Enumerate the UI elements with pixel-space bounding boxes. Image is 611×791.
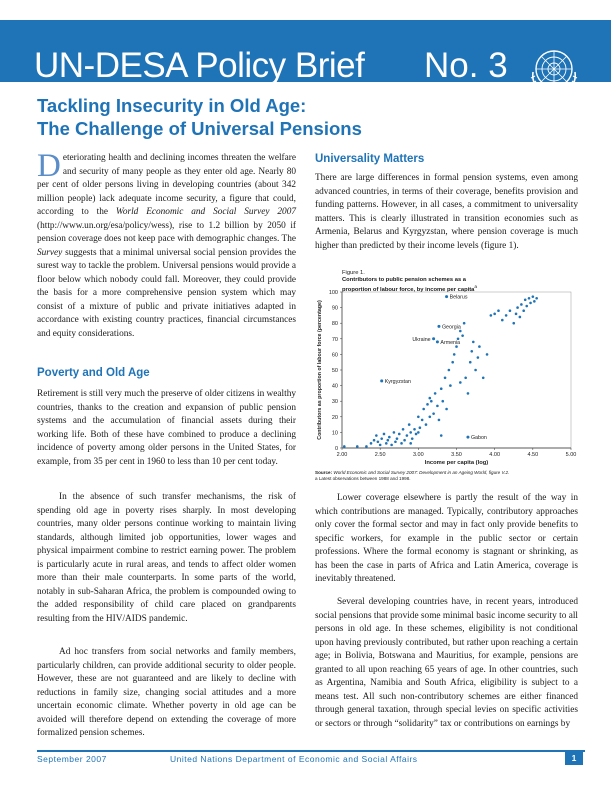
data-point: [356, 445, 359, 448]
labeled-data-point: [445, 295, 448, 298]
source-text: World Economic and Social Survey 2007: Development in an Ageing World, figure V.2.: [332, 470, 510, 475]
data-point: [459, 381, 462, 384]
data-point: [532, 295, 535, 298]
y-tick-label: 80: [331, 321, 338, 328]
data-point: [426, 403, 429, 406]
data-point: [408, 423, 411, 426]
data-point: [370, 442, 373, 445]
data-point: [525, 305, 528, 308]
data-point: [428, 397, 431, 400]
y-tick-label: 10: [331, 430, 338, 437]
data-point: [470, 350, 473, 353]
footer-department: United Nations Department of Economic and Social Affairs: [170, 754, 418, 764]
data-point: [365, 445, 368, 448]
figure-caption-sup: a: [474, 285, 478, 290]
footer-rule: [37, 750, 585, 752]
data-point: [463, 322, 466, 325]
figure-caption-line-1: Contributors to public pension schemes as a: [342, 277, 467, 283]
data-point: [464, 377, 467, 380]
labeled-data-point: [380, 379, 383, 382]
intro-wess: World Economic and Social Survey 2007: [115, 207, 296, 217]
data-point: [482, 377, 485, 380]
data-point: [422, 408, 425, 411]
data-point: [445, 408, 448, 411]
footer-date: September 2007: [37, 754, 107, 764]
x-tick-label: 4.50: [527, 452, 539, 458]
data-point: [528, 297, 531, 300]
intro-text-a: eteriorating health and declining incomes threaten the welfare and security of many people as they enter old age. Nearly 80 per cent of older persons living in developing countries (about 342 million people) lack adequate income security, a figure that could, according to the: [37, 153, 296, 217]
universality-paragraph-2: [315, 492, 578, 587]
y-tick-label: 40: [331, 383, 338, 390]
headline-line-1: Tackling Insecurity in Old Age:: [37, 95, 307, 116]
data-point: [474, 369, 477, 372]
data-point: [400, 442, 403, 445]
point-label: Kyrgyzstan: [384, 378, 411, 385]
data-point: [520, 303, 523, 306]
data-point: [522, 309, 525, 312]
point-label: Belarus: [449, 294, 468, 301]
data-point: [406, 434, 409, 437]
universality-paragraph-1: [315, 172, 578, 253]
labeled-data-point: [436, 340, 439, 343]
figure-caption-line-2: proportion of labour force, by income per capita: [342, 286, 475, 293]
intro-text-c: suggests that a minimal universal social pension provides the surest way to tackle the problem. Universal pensions would provide a floor below which nobody could fall. Moreover, they could provide the basis for a more comprehensive pension system which may consist of a mixture of public and private initiatives adapted in accordance with existing country practices, financial circumstances and equity considerations.: [37, 247, 296, 339]
data-point: [411, 437, 414, 440]
data-point: [415, 433, 418, 436]
data-point: [413, 428, 416, 431]
data-point: [421, 419, 424, 422]
data-point: [493, 313, 496, 316]
x-tick-label: 4.00: [489, 452, 501, 458]
figure-1: [315, 270, 581, 485]
y-tick-label: 70: [331, 336, 338, 343]
un-emblem-icon: [525, 42, 583, 100]
x-axis-label: Income per capita (log): [424, 460, 489, 466]
data-point: [393, 431, 396, 434]
data-point: [469, 361, 472, 364]
labeled-data-point: [432, 337, 435, 340]
poverty-text-2: In the absence of such transfer mechanisms, the risk of spending old age in poverty rises sharply. In most developing countries, many older persons continue working to maintain living standards, although limited job opportunities, lower wages and physical impairment combine to restrict earning power. The problem is particularly acute in rural areas, and tends to affect older women more than their male counterparts. In some parts of the world, notably in sub-Saharan Africa, the problem is compounded owing to the added responsibility of child care placed on grandparents resulting from the HIV/AIDS pandemic.: [37, 492, 296, 624]
headline-line-2: The Challenge of Universal Pensions: [37, 118, 362, 139]
data-point: [519, 316, 522, 319]
intro-text-b: (http://www.un.org/esa/policy/wess), rise to 1.2 billion by 2050 if pension coverage does not keep pace with demographic changes. The: [37, 220, 296, 244]
data-point: [486, 353, 489, 356]
universality-text-1: There are large differences in formal pension systems, even among advanced countries, in terms of their coverage, benefits provision and funding patterns. However, in all cases, a commitment to universality matters. This is clearly illustrated in transition economies such as Armenia, Belarus and Kyrgyzstan, where pension coverage is much higher than predicted by their income levels (figure 1).: [315, 173, 578, 251]
data-point: [402, 428, 405, 431]
data-point: [490, 314, 493, 317]
universality-paragraph-3: [315, 596, 578, 731]
data-point: [451, 361, 454, 364]
data-point: [524, 299, 527, 302]
data-point: [379, 444, 382, 447]
point-label: Georgia: [441, 324, 461, 331]
figure-source: [315, 470, 509, 482]
data-point: [394, 440, 397, 443]
data-point: [428, 416, 431, 419]
data-point: [375, 434, 378, 437]
data-point: [472, 341, 475, 344]
data-point: [516, 306, 519, 309]
data-point: [501, 319, 504, 322]
figure-note: a Latest observations between 1988 and 1998.: [315, 476, 411, 481]
data-point: [417, 416, 420, 419]
intro-survey: Survey: [37, 247, 63, 258]
data-point: [343, 445, 346, 448]
poverty-paragraph-3: [37, 646, 296, 741]
data-point: [438, 419, 441, 422]
data-point: [419, 426, 422, 429]
data-point: [409, 431, 412, 434]
data-point: [383, 433, 386, 436]
labeled-data-point: [437, 325, 440, 328]
data-point: [477, 356, 480, 359]
data-point: [385, 442, 388, 445]
data-point: [430, 400, 433, 403]
point-label: Ukraine: [412, 336, 431, 343]
title-banner: [0, 20, 611, 85]
data-point: [398, 433, 401, 436]
x-tick-label: 5.00: [565, 452, 577, 458]
y-tick-label: 30: [331, 399, 338, 406]
data-point: [533, 300, 536, 303]
universality-text-2: Lower coverage elsewhere is partly the result of the way in which contributions are managed. Typically, contributory approaches only cover the formal sector and may in fact only provide benefits to specific workers, for example in the public sector or certain professions. Where the formal economy is stagnant or shrinking, as has been the case in parts of Africa and Latin America, coverage is inevitably threatened.: [315, 493, 578, 584]
data-point: [515, 313, 518, 316]
x-tick-label: 2.50: [374, 452, 386, 458]
labeled-data-point: [466, 436, 469, 439]
data-point: [509, 309, 512, 312]
data-point: [377, 440, 380, 443]
poverty-text-1: Retirement is still very much the preserve of older citizens in wealthy countries, thanks to the creation and expansion of public pension systems and the accumulation of financial assets during their working life. Both of these have combined to produce a declining incidence of poverty among older persons in the United States, for example, from 35 per cent in 1960 to less than 10 per cent today.: [37, 389, 296, 467]
y-tick-label: 50: [331, 368, 338, 374]
y-axis-label: Contributors as proportion of labour force (percentage): [317, 300, 323, 440]
data-point: [467, 392, 470, 395]
point-label: Gabon: [470, 435, 487, 442]
data-point: [373, 439, 376, 442]
data-point: [512, 322, 515, 325]
data-point: [497, 309, 500, 312]
plot-frame: [342, 292, 571, 448]
brief-title: UN-DESA Policy Brief: [34, 46, 365, 85]
data-point: [432, 412, 435, 415]
data-point: [448, 369, 451, 372]
x-tick-label: 2.00: [336, 452, 348, 458]
section-heading-poverty: Poverty and Old Age: [37, 367, 150, 379]
data-point: [380, 437, 383, 440]
y-tick-label: 100: [328, 290, 338, 296]
y-tick-label: 60: [331, 352, 338, 359]
data-point: [436, 405, 439, 408]
data-point: [529, 302, 532, 305]
data-point: [440, 434, 443, 437]
x-tick-label: 3.50: [451, 452, 462, 458]
figure-label: Figure 1.: [342, 270, 365, 276]
brief-number: No. 3: [424, 46, 508, 85]
x-tick-label: 3.00: [412, 452, 424, 458]
drop-cap: D: [37, 148, 61, 184]
poverty-text-3: Ad hoc transfers from social networks and family members, particularly children, can provide additional security to older people. However, these are not guaranteed and are likely to decline with reductions in family size, changing social attitudes and a more uncertain economic climate. Whether poverty in old age can be avoided will therefore depend on extending the coverage of more formalized pension schemes.: [37, 647, 296, 738]
page-number: 1: [565, 751, 583, 765]
data-point: [449, 384, 452, 387]
data-point: [505, 314, 508, 317]
data-point: [388, 436, 391, 439]
data-point: [396, 437, 399, 440]
data-point: [425, 423, 428, 426]
data-point: [417, 431, 420, 434]
data-point: [390, 444, 393, 447]
data-point: [453, 353, 456, 356]
y-tick-label: 90: [331, 305, 338, 312]
data-point: [403, 439, 406, 442]
data-point: [535, 297, 538, 300]
data-point: [444, 377, 447, 380]
article-headline: [37, 94, 362, 140]
data-point: [461, 334, 464, 337]
data-point: [440, 387, 443, 390]
data-point: [409, 442, 412, 445]
data-point: [387, 439, 390, 442]
source-label: Source:: [315, 470, 333, 475]
data-point: [434, 392, 437, 395]
universality-text-3: Several developing countries have, in recent years, introduced social pensions that provide some minimal basic income security to all persons in old age. In these schemes, eligibility is not conditional upon having previously contributed, but rather upon reaching a certain age; in Bolivia, Botswana and Mauritius, for example, pensions are granted to all upon reaching 65 years of age. In other countries, such as Argentina, Namibia and South Africa, eligibility is subject to a means test. All such non-contributory schemes are either financed through general taxation, through special levies on specific activities or sectors or through “solidarity” tax or contributions on earnings by: [315, 597, 578, 729]
y-tick-label: 0: [334, 446, 338, 452]
section-heading-universality: Universality Matters: [315, 153, 425, 165]
scatter-chart: [315, 280, 581, 470]
data-point: [478, 345, 481, 348]
poverty-paragraph-1: [37, 388, 296, 469]
intro-paragraph: [37, 148, 296, 341]
data-point: [441, 400, 444, 403]
point-label: Armenia: [440, 339, 461, 346]
y-tick-label: 20: [331, 414, 338, 421]
poverty-paragraph-2: [37, 491, 296, 626]
